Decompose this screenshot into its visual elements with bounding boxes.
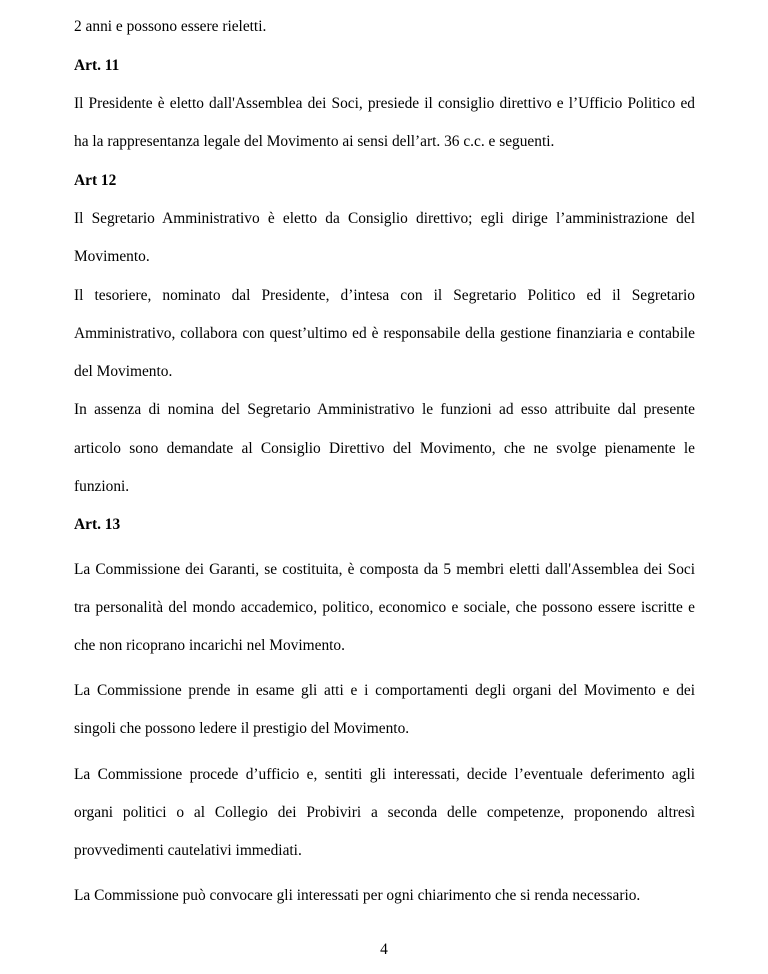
art-12-line-2: Movimento. (74, 248, 150, 265)
heading-art-11: Art. 11 (74, 57, 120, 74)
art-12-line-4: Amministrativo, collabora con quest’ultimo ed è responsabile della gestione finanziaria e contabile (74, 325, 695, 342)
art-13-line-7: organi politici o al Collegio dei Probiviri a seconda delle competenze, proponendo altresì (74, 804, 695, 821)
art-13-line-3: che non ricoprano incarichi nel Movimento. (74, 637, 345, 654)
art-11-line-2: ha la rappresentanza legale del Movimento ai sensi dell’art. 36 c.c. e seguenti. (74, 133, 555, 150)
art-12-line-8: funzioni. (74, 478, 130, 495)
art-13-line-5: singoli che possono ledere il prestigio del Movimento. (74, 720, 410, 737)
art-13-line-9: La Commissione può convocare gli interessati per ogni chiarimento che si renda necessario. (74, 887, 641, 904)
art-13-line-6: La Commissione procede d’ufficio e, sentiti gli interessati, decide l’eventuale deferimento agli (74, 766, 695, 783)
heading-art-13: Art. 13 (74, 516, 121, 533)
art-12-line-3: Il tesoriere, nominato dal Presidente, d’intesa con il Segretario Politico ed il Segretario (74, 287, 695, 304)
page-number: 4 (380, 941, 388, 958)
art-12-line-5: del Movimento. (74, 363, 173, 380)
art-13-line-4: La Commissione prende in esame gli atti e i comportamenti degli organi del Movimento e dei (74, 682, 695, 699)
art-12-line-6: In assenza di nomina del Segretario Amministrativo le funzioni ad esso attribuite dal presente (74, 401, 695, 418)
art-12-line-7: articolo sono demandate al Consiglio Direttivo del Movimento, che ne svolge pienamente le (74, 440, 695, 457)
art-13-line-8: provvedimenti cautelativi immediati. (74, 842, 302, 859)
heading-art-12: Art 12 (74, 172, 117, 189)
text-line-continuation: 2 anni e possono essere rieletti. (74, 18, 267, 35)
art-13-line-2: tra personalità del mondo accademico, politico, economico e sociale, che possono essere iscritte e (74, 599, 695, 616)
art-11-line-1: Il Presidente è eletto dall'Assemblea dei Soci, presiede il consiglio direttivo e l’Ufficio Politico ed (74, 95, 695, 112)
art-13-line-1: La Commissione dei Garanti, se costituita, è composta da 5 membri eletti dall'Assemblea dei Soci (74, 561, 695, 578)
art-12-line-1: Il Segretario Amministrativo è eletto da Consiglio direttivo; egli dirige l’amministrazione del (74, 210, 695, 227)
